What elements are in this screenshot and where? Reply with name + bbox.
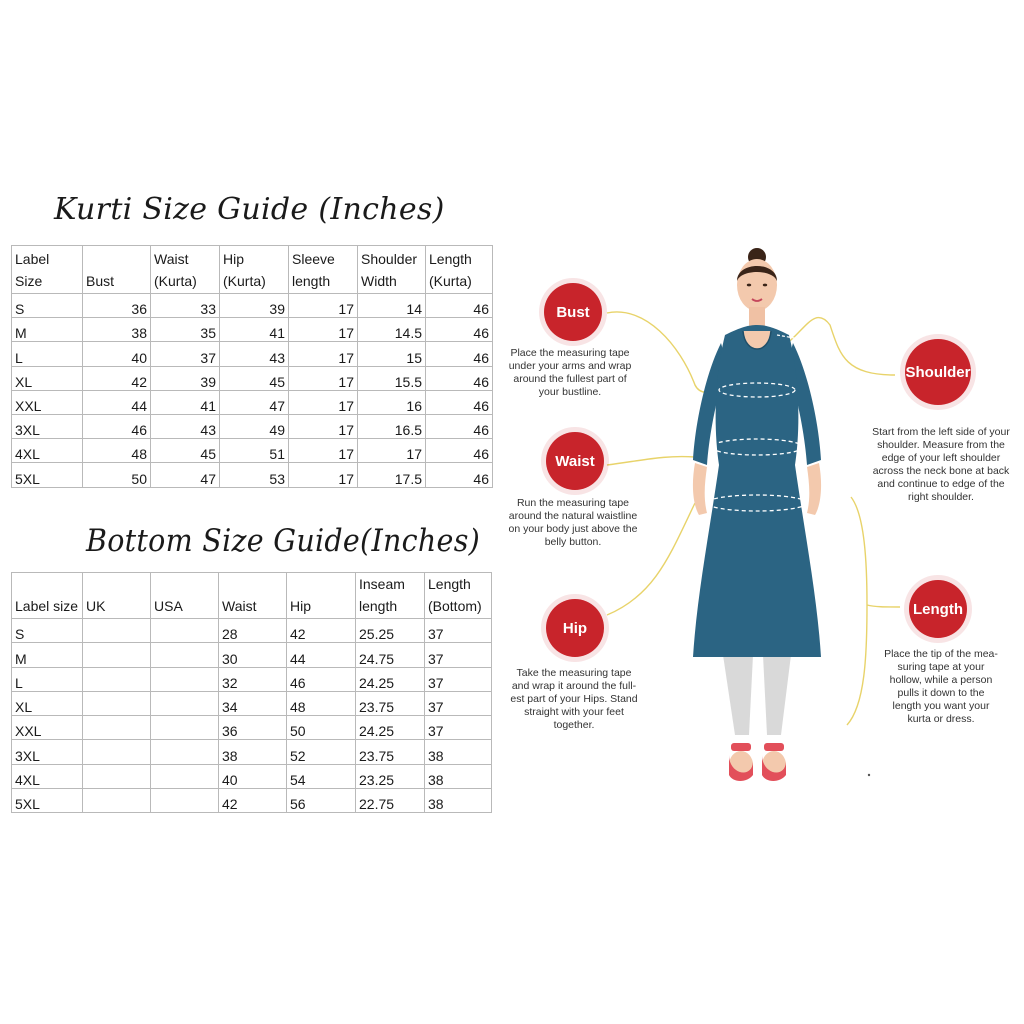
length-description-line: kurta or dress. (907, 713, 975, 725)
table-cell: 17 (289, 463, 358, 487)
pant-right (763, 655, 791, 735)
table-cell: 37 (425, 619, 492, 643)
column-header-line: Label size (15, 598, 79, 614)
table-cell: 42 (83, 366, 151, 390)
table-cell: 24.25 (356, 716, 425, 740)
table-cell (151, 691, 219, 715)
column-header-line: length (292, 273, 331, 289)
column-header-line: (Kurta) (154, 273, 197, 289)
column-header (83, 246, 151, 294)
table-cell: 17 (289, 318, 358, 342)
table-cell: 53 (220, 463, 289, 487)
table-cell: 41 (220, 318, 289, 342)
table-row (12, 390, 493, 414)
table-cell: 43 (220, 342, 289, 366)
table-cell: 23.75 (356, 740, 425, 764)
shoulder-description-line: right shoulder. (908, 491, 974, 503)
column-header-line: Waist (154, 251, 189, 267)
size-label-cell: XXL (12, 716, 83, 740)
table-cell: 17 (289, 390, 358, 414)
table-cell: 46 (83, 414, 151, 438)
waist-description-line: on your body just above the (508, 523, 638, 535)
kurti-size-guide-title: Kurti Size Guide (Inches) (54, 192, 445, 227)
hip-description-line: est part of your Hips. Stand (510, 693, 638, 705)
table-cell: 38 (83, 318, 151, 342)
length-badge: Length (909, 580, 967, 638)
column-header (12, 246, 83, 294)
table-cell: 46 (426, 366, 493, 390)
size-label-cell: 3XL (12, 740, 83, 764)
size-label-cell: 5XL (12, 789, 83, 813)
table-cell: 45 (151, 439, 220, 463)
header-row (12, 573, 492, 619)
table-cell (151, 643, 219, 667)
size-label-cell: XL (12, 691, 83, 715)
size-label-cell: L (12, 342, 83, 366)
table-cell: 17 (289, 342, 358, 366)
bust-description (499, 347, 641, 399)
kurti-size-table (11, 245, 493, 488)
table-row (12, 789, 492, 813)
column-header-line: Hip (223, 251, 245, 267)
table-row (12, 366, 493, 390)
column-header-line: USA (154, 598, 183, 614)
table-row (12, 764, 492, 788)
table-cell (151, 667, 219, 691)
column-header (426, 246, 493, 294)
table-cell (83, 643, 151, 667)
size-label-cell: S (12, 619, 83, 643)
table-row (12, 463, 493, 487)
table-cell: 37 (425, 716, 492, 740)
table-cell: 39 (151, 366, 220, 390)
table-cell: 46 (426, 390, 493, 414)
table-cell: 36 (219, 716, 287, 740)
table-cell: 46 (287, 667, 356, 691)
pant-left (723, 655, 753, 735)
table-cell: 38 (425, 740, 492, 764)
table-cell (83, 691, 151, 715)
bust-description-line: around the fullest part of (513, 373, 627, 385)
neck (749, 307, 765, 327)
table-cell: 17 (289, 414, 358, 438)
table-cell: 24.25 (356, 667, 425, 691)
length-description (875, 648, 1007, 726)
table-cell: 17 (289, 294, 358, 318)
shoulder-description-line: edge of your left shoulder (881, 452, 1001, 464)
table-cell: 17 (358, 439, 426, 463)
header-row (12, 246, 493, 294)
column-header-line: (Bottom) (428, 598, 482, 614)
table-cell: 46 (426, 318, 493, 342)
table-row (12, 619, 492, 643)
table-cell: 40 (83, 342, 151, 366)
table-row (12, 414, 493, 438)
table-cell: 45 (220, 366, 289, 390)
table-row (12, 643, 492, 667)
waist-description-line: Run the measuring tape (516, 497, 630, 509)
table-cell: 37 (425, 667, 492, 691)
column-header-line: Length (428, 576, 471, 592)
column-header-line: Inseam (359, 576, 405, 592)
table-cell: 17 (289, 439, 358, 463)
column-header (358, 246, 426, 294)
bottom-size-table (11, 572, 492, 813)
table-cell (83, 667, 151, 691)
column-header-line: Hip (290, 598, 312, 614)
table-cell: 15 (358, 342, 426, 366)
hand-right (807, 463, 821, 515)
table-cell (151, 764, 219, 788)
column-header (425, 573, 492, 619)
table-cell: 16 (358, 390, 426, 414)
waist-leader-line (607, 457, 695, 465)
table-cell: 37 (151, 342, 220, 366)
hip-description-line: together. (553, 719, 595, 731)
size-label-cell: M (12, 318, 83, 342)
shoulder-description-line: shoulder. Measure from the (877, 439, 1005, 451)
bust-description-line: Place the measuring tape (510, 347, 630, 359)
table-row (12, 740, 492, 764)
table-cell: 36 (83, 294, 151, 318)
column-header (83, 573, 151, 619)
table-cell: 17.5 (358, 463, 426, 487)
table-cell: 46 (426, 463, 493, 487)
table-cell (83, 789, 151, 813)
bust-description-line: your bustline. (538, 386, 602, 398)
hip-badge: Hip (546, 599, 604, 657)
table-cell: 38 (219, 740, 287, 764)
table-cell: 48 (287, 691, 356, 715)
bottom-size-guide-title: Bottom Size Guide(Inches) (86, 523, 481, 559)
table-cell (151, 716, 219, 740)
table-cell: 24.75 (356, 643, 425, 667)
table-cell: 34 (219, 691, 287, 715)
column-header (151, 246, 220, 294)
table-cell: 42 (287, 619, 356, 643)
table-cell: 42 (219, 789, 287, 813)
hand-left (693, 463, 707, 515)
length-description-line: pulls it down to the (897, 687, 985, 699)
bust-description-line: under your arms and wrap (508, 360, 632, 372)
table-cell: 37 (425, 643, 492, 667)
column-header (220, 246, 289, 294)
table-cell: 23.75 (356, 691, 425, 715)
table-cell: 51 (220, 439, 289, 463)
table-cell: 22.75 (356, 789, 425, 813)
table-cell: 38 (425, 789, 492, 813)
size-label-cell: XL (12, 366, 83, 390)
size-label-cell: 3XL (12, 414, 83, 438)
table-cell: 30 (219, 643, 287, 667)
column-header-line: UK (86, 598, 106, 614)
table-cell: 14.5 (358, 318, 426, 342)
size-label-cell: M (12, 643, 83, 667)
table-row (12, 716, 492, 740)
table-cell: 39 (220, 294, 289, 318)
table-cell: 16.5 (358, 414, 426, 438)
table-cell (151, 789, 219, 813)
column-header (12, 573, 83, 619)
table-cell: 35 (151, 318, 220, 342)
column-header-line: (Kurta) (429, 273, 472, 289)
shoulder-description-line: and continue to edge of the (877, 478, 1005, 490)
column-header-line: Waist (222, 598, 257, 614)
table-cell (83, 619, 151, 643)
table-cell: 38 (425, 764, 492, 788)
length-description-line: length you want your (892, 700, 990, 712)
waist-description-line: around the natural waistline (508, 510, 638, 522)
table-cell (83, 740, 151, 764)
table-cell: 49 (220, 414, 289, 438)
size-label-cell: 5XL (12, 463, 83, 487)
table-cell: 33 (151, 294, 220, 318)
table-cell: 14 (358, 294, 426, 318)
shoulder-badge: Shoulder (905, 339, 971, 405)
table-cell: 28 (219, 619, 287, 643)
column-header-line: Sleeve (292, 251, 335, 267)
table-row (12, 439, 493, 463)
table-cell: 47 (220, 390, 289, 414)
shoulder-description-line: Start from the left side of your (872, 426, 1010, 438)
table-cell: 50 (83, 463, 151, 487)
table-cell: 25.25 (356, 619, 425, 643)
size-label-cell: 4XL (12, 439, 83, 463)
table-cell (151, 619, 219, 643)
table-cell: 41 (151, 390, 220, 414)
table-cell: 23.25 (356, 764, 425, 788)
table-row (12, 342, 493, 366)
column-header-line: Bust (86, 273, 115, 289)
waist-description (497, 497, 649, 549)
table-row (12, 294, 493, 318)
column-header-line: Label (15, 251, 50, 267)
table-row (12, 318, 493, 342)
table-cell: 56 (287, 789, 356, 813)
hip-description-line: and wrap it around the full- (511, 680, 637, 692)
size-label-cell: 4XL (12, 764, 83, 788)
table-cell (151, 740, 219, 764)
column-header-line: Width (361, 273, 397, 289)
table-cell: 32 (219, 667, 287, 691)
table-cell: 46 (426, 294, 493, 318)
table-cell (83, 716, 151, 740)
size-label-cell: L (12, 667, 83, 691)
length-description-line: hollow, while a person (889, 674, 993, 686)
size-label-cell: S (12, 294, 83, 318)
measurement-diagram (495, 235, 1024, 795)
shoulder-description-line: across the neck bone at back (872, 465, 1010, 477)
column-header-line: (Kurta) (223, 273, 266, 289)
table-cell: 15.5 (358, 366, 426, 390)
column-header (219, 573, 287, 619)
length-description-line: Place the tip of the mea- (884, 648, 998, 660)
column-header-line: Shoulder (361, 251, 418, 267)
column-header-line: length (359, 598, 398, 614)
column-header-line: Length (429, 251, 472, 267)
table-cell: 46 (426, 439, 493, 463)
table-cell: 46 (426, 342, 493, 366)
table-cell: 54 (287, 764, 356, 788)
hip-description (501, 667, 647, 732)
hip-description-line: Take the measuring tape (516, 667, 632, 679)
table-cell (83, 764, 151, 788)
column-header (287, 573, 356, 619)
table-cell: 50 (287, 716, 356, 740)
length-leader-line (847, 497, 867, 725)
table-cell: 44 (287, 643, 356, 667)
table-row (12, 691, 492, 715)
table-cell: 52 (287, 740, 356, 764)
length-leader-tick (867, 605, 900, 607)
size-label-cell: XXL (12, 390, 83, 414)
bust-badge: Bust (544, 283, 602, 341)
table-cell: 37 (425, 691, 492, 715)
table-cell: 44 (83, 390, 151, 414)
length-description-line: suring tape at your (897, 661, 985, 673)
column-header-line: Size (15, 273, 43, 289)
column-header (151, 573, 219, 619)
table-cell: 17 (289, 366, 358, 390)
table-row (12, 667, 492, 691)
table-cell: 47 (151, 463, 220, 487)
column-header (289, 246, 358, 294)
shoulder-description (859, 426, 1023, 504)
table-cell: 40 (219, 764, 287, 788)
table-cell: 46 (426, 414, 493, 438)
hip-description-line: straight with your feet (524, 706, 624, 718)
waist-badge: Waist (546, 432, 604, 490)
table-cell: 48 (83, 439, 151, 463)
column-header (356, 573, 425, 619)
waist-description-line: belly button. (544, 536, 602, 548)
table-cell: 43 (151, 414, 220, 438)
